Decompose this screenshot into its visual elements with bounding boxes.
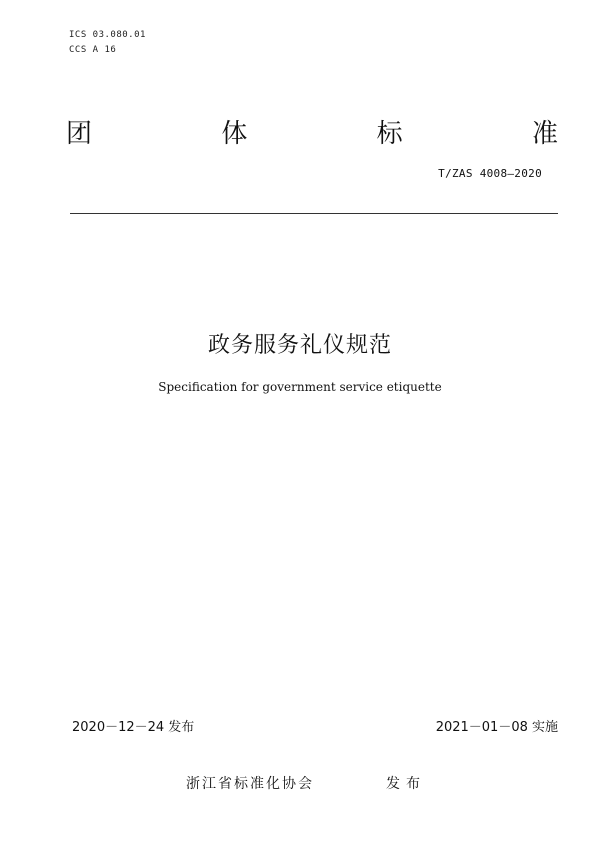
implementation-date: 2021－01－08 实施: [435, 720, 558, 735]
publisher-name: 浙江省标准化协会: [186, 776, 314, 792]
header-divider: [70, 213, 558, 214]
ics-code: ICS 03.080.01: [69, 30, 146, 40]
document-title-english: Specification for government service etiquette: [158, 380, 442, 394]
standard-type-heading: [66, 113, 558, 150]
standard-type-char: 准: [531, 119, 558, 149]
standard-type-char: 标: [376, 119, 403, 149]
document-title-chinese: 政务服务礼仪规范: [207, 333, 392, 358]
issue-date: 2020－12－24 发布: [72, 720, 195, 735]
ccs-code: CCS A 16: [69, 45, 117, 55]
standard-code: T/ZAS 4008—2020: [438, 167, 542, 180]
standard-type-char: 体: [221, 119, 248, 149]
publish-label: 发布: [386, 776, 426, 792]
standard-type-char: 团: [66, 119, 93, 149]
